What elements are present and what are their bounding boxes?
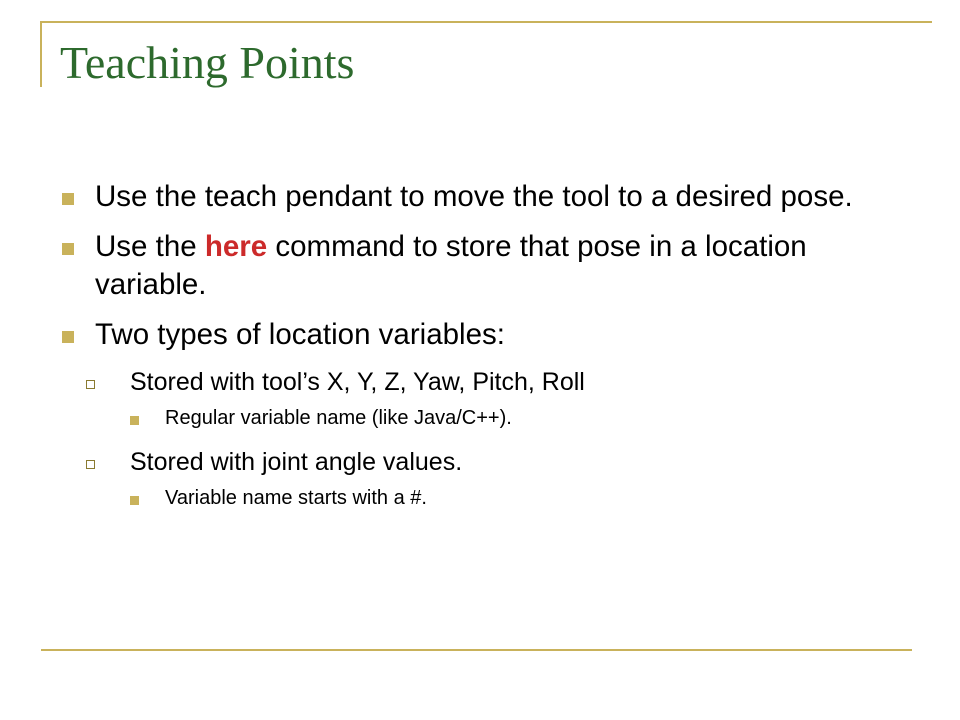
- detail-text: Variable name starts with a #.: [165, 487, 427, 509]
- detail-hash-variable: [60, 484, 890, 512]
- sub-bullet-text: Stored with tool’s X, Y, Z, Yaw, Pitch, Roll: [130, 368, 585, 396]
- bullet-text-suffix: command to store that pose in a location variable.: [95, 230, 807, 301]
- left-rule: [40, 21, 42, 87]
- detail-text: Regular variable name (like Java/C++).: [165, 407, 512, 429]
- slide-title: Teaching Points: [60, 37, 355, 88]
- bullet-teach-pendant: [60, 178, 890, 216]
- hollow-square-bullet-icon: [86, 460, 95, 469]
- square-bullet-icon: [130, 416, 139, 425]
- bullet-text-prefix: Use the: [95, 230, 205, 263]
- sub-bullet-text: Stored with joint angle values.: [130, 448, 463, 476]
- bullet-text: Two types of location variables:: [95, 318, 505, 351]
- highlight-keyword: here: [204, 230, 268, 263]
- bullet-here-command: [60, 228, 890, 304]
- bottom-rule: [41, 649, 912, 651]
- hollow-square-bullet-icon: [86, 380, 95, 389]
- square-bullet-icon: [130, 496, 139, 505]
- bullet-text: Use the teach pendant to move the tool to a desired pose.: [95, 180, 853, 213]
- top-rule: [41, 21, 932, 23]
- slide-body: [60, 178, 890, 526]
- detail-regular-variable: [60, 404, 890, 432]
- sub-bullet-tool-pose: [60, 366, 890, 398]
- sub-bullet-joint-angles: [60, 446, 890, 478]
- square-bullet-icon: [62, 331, 74, 343]
- square-bullet-icon: [62, 193, 74, 205]
- bullet-location-types: [60, 316, 890, 354]
- square-bullet-icon: [62, 243, 74, 255]
